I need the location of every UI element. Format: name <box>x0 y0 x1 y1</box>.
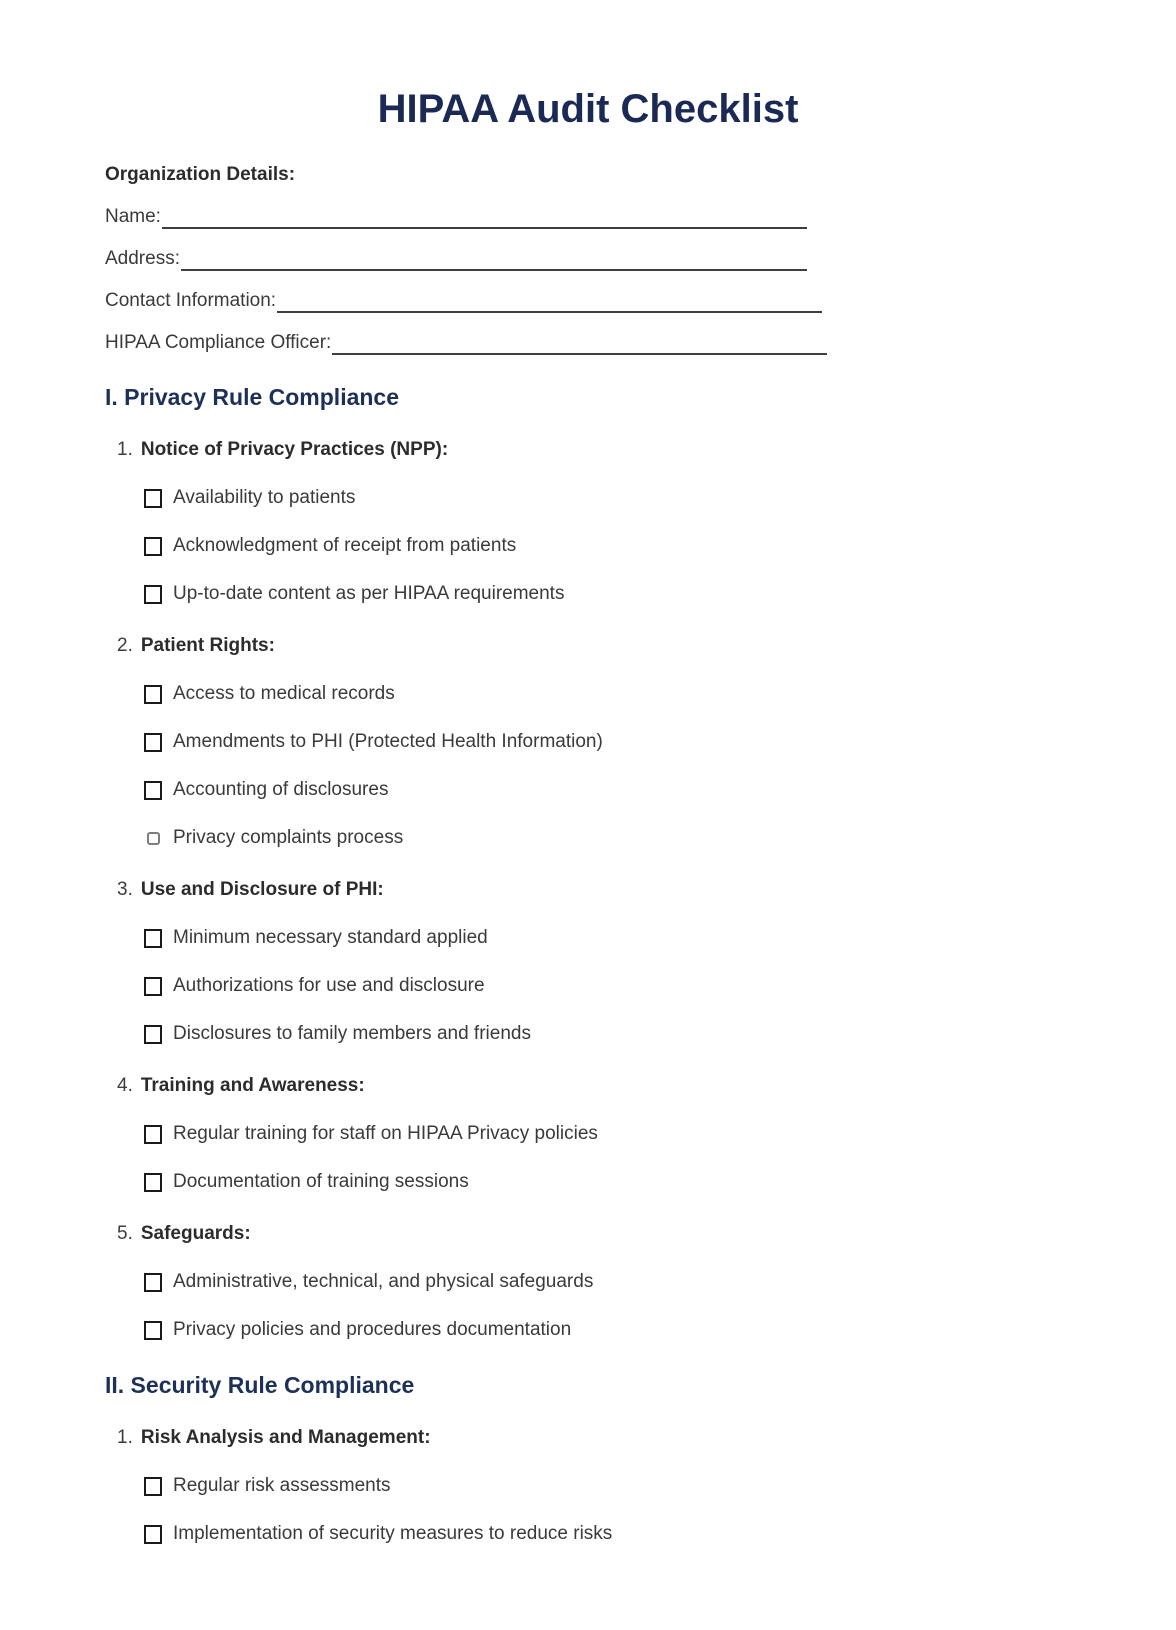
checklist-item <box>144 485 1071 511</box>
checkbox[interactable] <box>144 781 162 800</box>
checklist-item-label: Accounting of disclosures <box>173 779 389 800</box>
group-number: 3. <box>117 879 133 900</box>
checklist-item <box>144 925 1071 951</box>
contact-information-input-line[interactable] <box>277 290 822 313</box>
field-row-contact-information <box>105 288 822 313</box>
name-input-line[interactable] <box>162 206 807 229</box>
checklist-item <box>144 1473 1071 1499</box>
checklist-item <box>144 1121 1071 1147</box>
checklist-item <box>144 581 1071 607</box>
checkbox[interactable] <box>144 1025 162 1044</box>
field-row-address <box>105 246 807 271</box>
checklist-item-label: Up-to-date content as per HIPAA requirements <box>173 583 565 604</box>
group-heading <box>117 1425 1071 1451</box>
checklist-item-label: Administrative, technical, and physical safeguards <box>173 1271 594 1292</box>
hipaa-compliance-officer-field-label: HIPAA Compliance Officer: <box>105 332 332 353</box>
group-heading <box>117 1221 1071 1247</box>
checkbox[interactable] <box>144 1477 162 1496</box>
checklist-item-label: Disclosures to family members and friends <box>173 1023 531 1044</box>
contact-information-field-label: Contact Information: <box>105 290 277 311</box>
group-number: 2. <box>117 635 133 656</box>
checklist-item <box>144 1021 1071 1047</box>
group-title: Notice of Privacy Practices (NPP): <box>140 439 449 460</box>
checklist-item-label: Minimum necessary standard applied <box>173 927 488 948</box>
name-field-label: Name: <box>105 206 161 227</box>
group-number: 1. <box>117 439 133 460</box>
checkbox[interactable] <box>144 1173 162 1192</box>
checklist-item <box>144 1269 1071 1295</box>
checklist-item <box>144 825 1071 851</box>
checklist-item <box>144 729 1071 755</box>
checklist-item-label: Amendments to PHI (Protected Health Information) <box>173 731 603 752</box>
group-title: Safeguards: <box>140 1223 251 1244</box>
checklist-item-label: Access to medical records <box>173 683 395 704</box>
group-number: 1. <box>117 1427 133 1448</box>
document-title: HIPAA Audit Checklist <box>377 87 799 131</box>
checklist-item <box>144 533 1071 559</box>
checkbox[interactable] <box>147 832 160 845</box>
checklist-item <box>144 777 1071 803</box>
checklist-item-label: Privacy policies and procedures documentation <box>173 1319 572 1340</box>
field-row-name <box>105 204 807 229</box>
checkbox[interactable] <box>144 537 162 556</box>
checklist-item-label: Authorizations for use and disclosure <box>173 975 485 996</box>
checklist-item-label: Privacy complaints process <box>173 827 404 848</box>
checklist-item <box>144 1169 1071 1195</box>
section-heading: I. Privacy Rule Compliance <box>105 384 400 410</box>
address-field-label: Address: <box>105 248 180 269</box>
checklist-item <box>144 973 1071 999</box>
checklist-item-label: Regular risk assessments <box>173 1475 391 1496</box>
organization-details-heading: Organization Details: <box>105 164 296 185</box>
group-heading <box>117 633 1071 659</box>
checklist-item-label: Availability to patients <box>173 487 356 508</box>
checkbox[interactable] <box>144 489 162 508</box>
checklist-item <box>144 1317 1071 1343</box>
checklist-item-label: Regular training for staff on HIPAA Privacy policies <box>173 1123 598 1144</box>
group-number: 5. <box>117 1223 133 1244</box>
checklist-item <box>144 1521 1071 1547</box>
checkbox[interactable] <box>144 1125 162 1144</box>
checkbox[interactable] <box>144 733 162 752</box>
field-row-hipaa-compliance-officer <box>105 330 827 355</box>
address-input-line[interactable] <box>181 248 807 271</box>
group-title: Use and Disclosure of PHI: <box>140 879 384 900</box>
checkbox[interactable] <box>144 1321 162 1340</box>
checkbox[interactable] <box>144 929 162 948</box>
group-heading <box>117 1073 1071 1099</box>
checklist-item <box>144 681 1071 707</box>
checkbox[interactable] <box>144 585 162 604</box>
group-title: Patient Rights: <box>140 635 275 656</box>
checkbox[interactable] <box>144 977 162 996</box>
checklist-sections <box>105 383 1071 1547</box>
checkbox[interactable] <box>144 1525 162 1544</box>
checklist-item-label: Acknowledgment of receipt from patients <box>173 535 517 556</box>
document-content <box>0 163 1176 1547</box>
checklist-item-label: Implementation of security measures to reduce risks <box>173 1523 613 1544</box>
group-number: 4. <box>117 1075 133 1096</box>
group-title: Training and Awareness: <box>140 1075 365 1096</box>
checklist-item-label: Documentation of training sessions <box>173 1171 469 1192</box>
checkbox[interactable] <box>144 1273 162 1292</box>
section-heading: II. Security Rule Compliance <box>105 1372 415 1398</box>
group-heading <box>117 437 1071 463</box>
hipaa-compliance-officer-input-line[interactable] <box>332 332 827 355</box>
group-heading <box>117 877 1071 903</box>
group-title: Risk Analysis and Management: <box>140 1427 431 1448</box>
checkbox[interactable] <box>144 685 162 704</box>
